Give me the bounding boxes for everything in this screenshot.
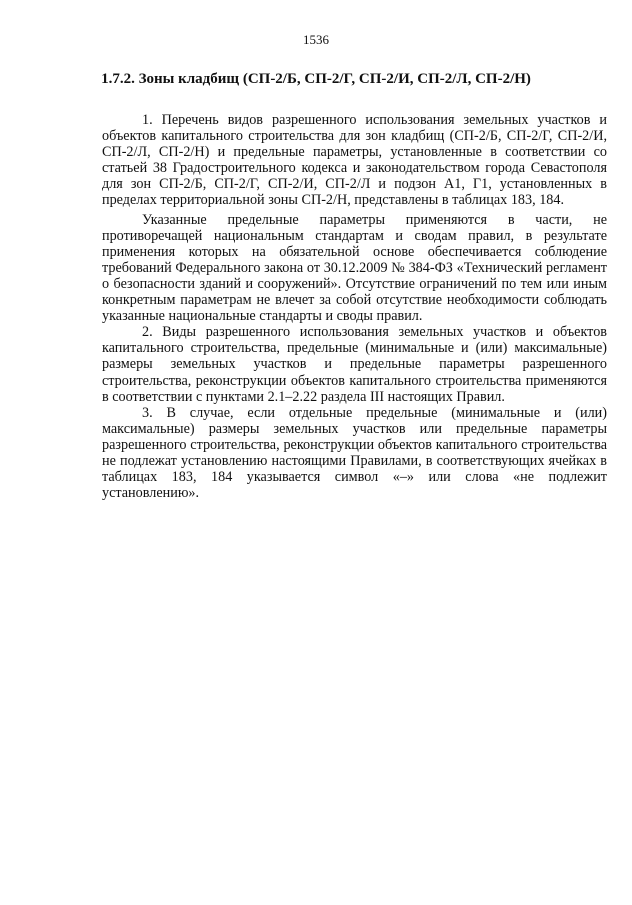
paragraph-not-subject-to-establishment: 3. В случае, если отдельные предельные (минимальные и (или) максимальные) размеры земельных участков или предельные параметры разрешенного строительства, реконструкции объектов капитального строительства не подлежат установлению настоящими Правилами, в соответствующих ячейках в таблицах 183, 184 указывается символ «–» или слова «не подлежит установлению». — [102, 404, 607, 502]
page-number: 1536 — [303, 32, 329, 47]
section-heading: 1.7.2. Зоны кладбищ (СП-2/Б, СП-2/Г, СП-2/И, СП-2/Л, СП-2/Н) — [101, 71, 531, 87]
document-body — [102, 112, 607, 504]
paragraph-list-of-uses: 1. Перечень видов разрешенного использования земельных участков и объектов капитального строительства для зон кладбищ (СП-2/Б, СП-2/Г, СП-2/И, СП-2/Л, СП-2/Н) и предельные параметры, установленные в соответствии со статьей 38 Градостроительного кодекса и законодательством города Севастополя для зон СП-2/Б, СП-2/Г, СП-2/И, СП-2/Л и подзон А1, Г1, установленных в пределах территориальной зоны СП-2/Н, представлены в таблицах 183, 184. — [102, 112, 607, 209]
paragraph-limit-parameters: Указанные предельные параметры применяются в части, не противоречащей национальным стандартам и сводам правил, в результате применения которых на обязательной основе обеспечивается соблюдение требований Федерального закона от 30.12.2009 № 384-ФЗ «Технический регламент о безопасности зданий и сооружений». Отсутствие ограничений по тем или иным конкретным параметрам не влечет за собой отсутствие необходимости соблюдать указанные национальные стандарты и своды правил. — [102, 211, 607, 325]
paragraph-permitted-use-types: 2. Виды разрешенного использования земельных участков и объектов капитального строительства, предельные (минимальные и (или) максимальные) размеры земельных участков и предельные параметры разрешенного строительства, реконструкции объектов капитального строительства применяются в соответствии с пунктами 2.1–2.22 раздела III настоящих Правил. — [102, 324, 607, 405]
